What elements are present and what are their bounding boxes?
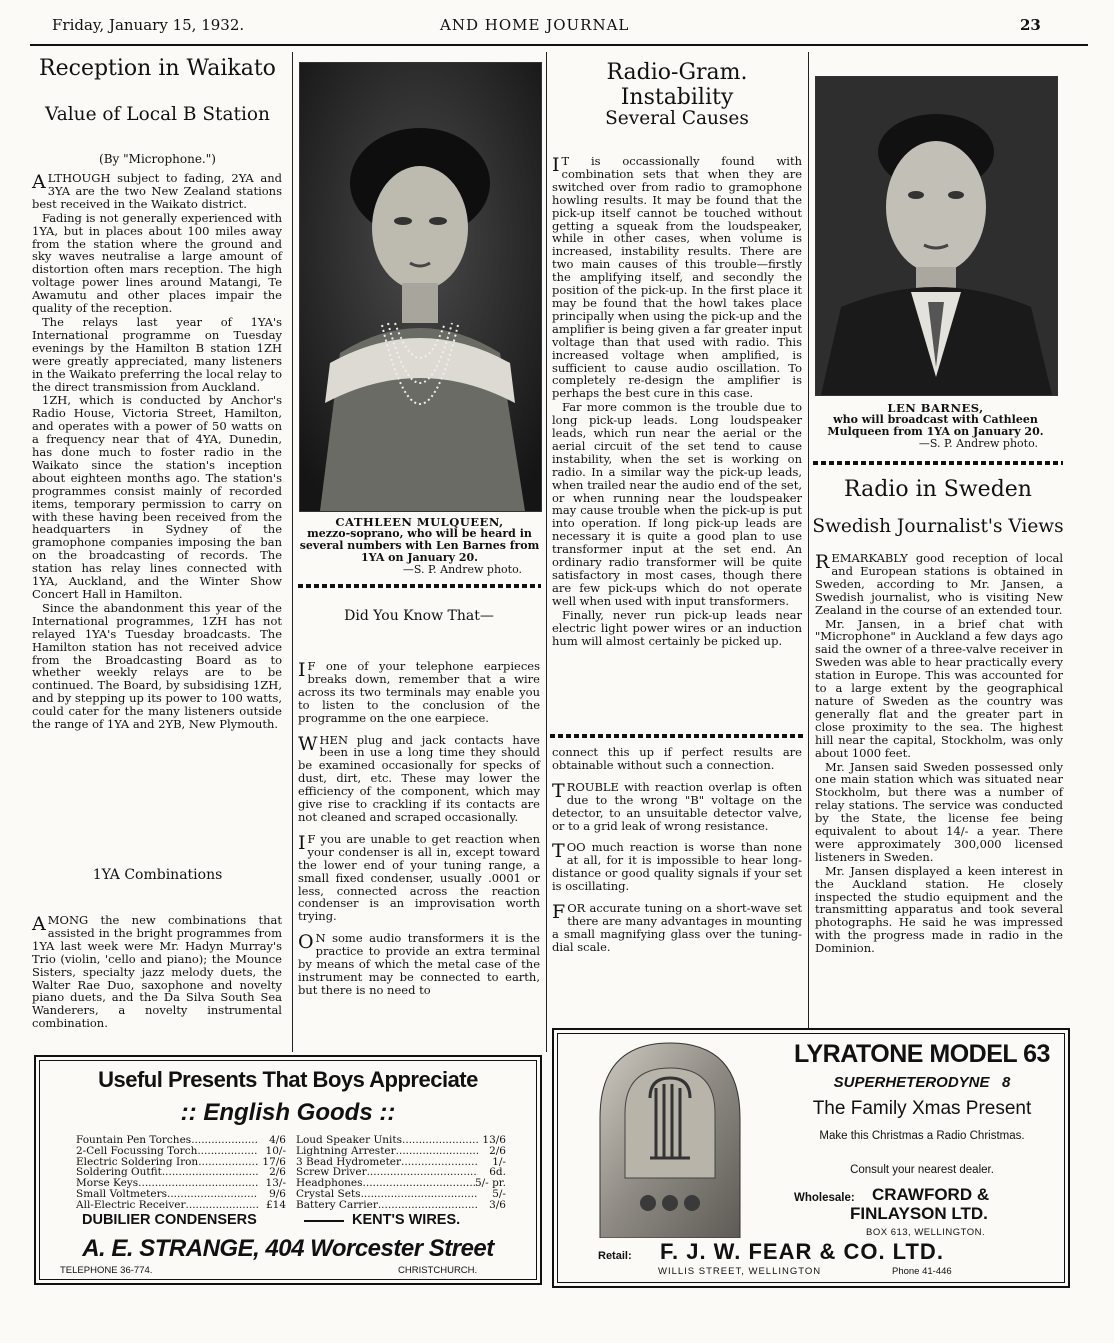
ad-slogan: The Family Xmas Present xyxy=(812,1098,1032,1119)
ad-subhead: :: English Goods :: xyxy=(180,1099,396,1126)
drop-cap: A xyxy=(32,171,46,193)
article-byline: (By "Microphone.") xyxy=(99,152,216,166)
journal-title: AND HOME JOURNAL xyxy=(440,16,630,34)
ad-wholesale-firm-b: FINLAYSON LTD. xyxy=(850,1204,988,1223)
page-header xyxy=(0,0,1114,48)
ad-line2: Consult your nearest dealer. xyxy=(850,1164,994,1176)
ad-retail-firm: F. J. W. FEAR & CO. LTD. xyxy=(660,1239,944,1264)
ad-brand-dubilier: DUBILIER CONDENSERS xyxy=(82,1212,257,1228)
caption-name: CATHLEEN MULQUEEN, xyxy=(335,515,504,529)
price-row: Soldering Outfit ..... 2/6 xyxy=(76,1167,286,1178)
drop-cap: I xyxy=(552,154,560,176)
paragraph: Since the abandonment this year of the International programmes, 1ZH has not relayed 1YA's Tuesday broadcasts. The Hamilton station has not received advice from the Broadcasting Board as to whether weekly relays are to be continued. The Board, by subsidising 1ZH, and by stepping up its power to 100 watts, could cater for the many listeners outside the range of 1YA and 2YB, New Plymouth. xyxy=(32,600,282,732)
section-head-combinations: 1YA Combinations xyxy=(92,867,223,883)
article-body-waikato xyxy=(32,172,282,732)
price-row: All-Electric Receiver ..... £14 xyxy=(76,1200,286,1211)
page-number: 23 xyxy=(1020,16,1041,34)
tip-text: N some audio transformers it is the practice to provide an extra terminal by means of which the metal case of the instrument may be connected to earth, but there is no need to xyxy=(298,931,540,997)
radio-cabinet-illustration xyxy=(590,1038,750,1238)
portrait-photo-mulqueen xyxy=(299,62,542,512)
ad-wholesale-address: BOX 613, WELLINGTON. xyxy=(866,1227,986,1238)
tip-text: F you are unable to get reaction when your condenser is all in, except toward the lower end of your tuning range, a small fixed condenser, usually .0001 or less, connected across the reaction condenser is an improvisation worth trying. xyxy=(298,831,540,924)
paragraph: LTHOUGH subject to fading, 2YA and 3YA are the two New Zealand stations best received in the Waikato district. xyxy=(32,171,282,211)
drop-cap: I xyxy=(298,831,306,854)
paragraph: 1ZH, which is conducted by Anchor's Radio House, Victoria Street, Hamilton, and operates with a power of 50 watts on a frequency near that of 4YA, Dunedin, has done much to foster radio in the Waikato since the station's inception about eighteen months ago. The station's programmes consist mainly of recorded items, temporary permission to carry on with these having been received from the headquarters in Sydney of the gramophone companies imposing the ban on the broadcasting of records. The station has relay lines connected with 1YA, Auckland, and the Winter Show Concert Hall in Hamilton. xyxy=(32,393,282,601)
portrait-image xyxy=(300,63,541,511)
ad-firm-name: A. E. STRANGE, 404 Worcester Street xyxy=(82,1235,494,1262)
tip-text: OO much reaction is worse than none at all, for it is impossible to hear long-distance or good quality signals if your set is oscillating. xyxy=(552,840,802,894)
drop-cap: T xyxy=(552,779,565,802)
drop-cap: A xyxy=(32,913,46,935)
portrait-photo-barnes xyxy=(815,76,1058,396)
drop-cap: R xyxy=(815,551,830,573)
article-title-waikato: Reception in Waikato xyxy=(39,56,276,81)
ad-brand-kents: KENT'S WIRES. xyxy=(352,1212,461,1228)
article-title-radiogram: Radio-Gram. Instability xyxy=(606,60,748,110)
price-row: 2-Cell Focussing Torch ..... 10/- xyxy=(76,1146,286,1157)
article-body-radiogram xyxy=(552,155,802,648)
paragraph: Finally, never run pick-up leads near electric light power wires or an induction hum will almost certainly be picked up. xyxy=(552,607,802,648)
paragraph: The relays last year of 1YA's International programme on Tuesday evenings by the Hamilton B station 1ZH were greatly appreciated, many listeners in the Waikato preferring the local relay to the direct transmission from Auckland. xyxy=(32,314,282,394)
price-row: 3 Bead Hydrometer ..... 1/- xyxy=(296,1157,506,1168)
ad-wholesale-firm-a: CRAWFORD & xyxy=(872,1185,990,1204)
paragraph: Mr. Jansen said Sweden possessed only one main station which was situated near Stockholm, but there was a number of relay stations. The service was conducted by the State, the license fee being equivalent to about 14/- a year. There were approximately 300,000 licensed listeners in Sweden. xyxy=(815,759,1063,864)
set-type-text: SUPERHETERODYNE xyxy=(833,1074,990,1091)
article-title-sweden: Radio in Sweden xyxy=(844,477,1032,502)
photo-caption-barnes xyxy=(815,402,1056,450)
price-row: Lightning Arrester ..... 2/6 xyxy=(296,1146,506,1157)
price-list-left xyxy=(76,1135,286,1211)
paragraph: Fading is not generally experienced with 1YA, but in places about 100 miles away from the station where the ground and sky waves neutralise a large amount of distortion often mars reception. The high voltage power lines around Matangi, Te Awamutu and other places impair the quality of the reception. xyxy=(32,210,282,316)
column-rule-1 xyxy=(292,52,293,1052)
advertisement-strange xyxy=(34,1055,542,1285)
dash xyxy=(304,1220,344,1222)
price-row: Loud Speaker Units ..... 13/6 xyxy=(296,1135,506,1146)
paragraph: MONG the new combinations that assisted in the bright programmes from 1YA last week were Mr. Hadyn Murray's Trio (violin, 'cello and piano); the Mounce Sisters, specialty jazz melody duets, the Walter Rae Duo, saxophone and novelty piano duets, and the Da Silva South Sea Wanderers, a novelty instrumental combination. xyxy=(32,913,282,1031)
dotted-rule xyxy=(813,461,1063,465)
price-list-right xyxy=(296,1135,506,1211)
ad-retail-label: Retail: xyxy=(598,1250,632,1262)
ad-wholesale-label: Wholesale: xyxy=(794,1192,855,1204)
combinations-body xyxy=(32,914,282,1031)
section-head-didyouknow: Did You Know That— xyxy=(344,608,494,624)
valve-count: 8 xyxy=(1002,1074,1011,1091)
photo-caption-mulqueen xyxy=(299,516,540,576)
caption-name: LEN BARNES, xyxy=(887,401,984,415)
price-row: Screw Driver ..... 6d. xyxy=(296,1167,506,1178)
ad-headline: Useful Presents That Boys Appreciate xyxy=(98,1067,478,1092)
price-row: Crystal Sets ..... 5/- xyxy=(296,1189,506,1200)
column-rule-3 xyxy=(808,52,809,1052)
tip-text: ROUBLE with reaction overlap is often due to the wrong "B" voltage on the detector, to an unsuitable detector valve, or to a grid leak of wrong resistance. xyxy=(552,779,802,833)
dotted-rule xyxy=(298,584,541,588)
paragraph: EMARKABLY good reception of local and European stations is obtained in Sweden, according to Mr. Jansen, a Swedish journalist, who is visiting New Zealand in the course of an extended tour. xyxy=(815,551,1063,617)
paragraph: Mr. Jansen, in a brief chat with "Microphone" in Auckland a few days ago said the owner of a three-valve receiver in Sweden was able to hear practically every station in Europe. This was accounted for to a large extent by the geographical nature of Sweden as the country was generally flat and the greater part in close proximity to the sea. The highest hill near the capital, Stockholm, was only about 1000 feet. xyxy=(815,616,1063,760)
column-rule-2 xyxy=(546,52,547,1052)
tip-text: F one of your telephone earpieces breaks down, remember that a wire across its two terminals may enable you to listen to the conclusion of the programme on the one earpiece. xyxy=(298,659,540,725)
caption-desc: who will broadcast with Cathleen Mulqueen from 1YA on January 20. xyxy=(827,413,1044,438)
price-row: Headphones ..... 5/- pr. xyxy=(296,1178,506,1189)
portrait-image xyxy=(816,77,1057,395)
article-subtitle-waikato: Value of Local B Station xyxy=(45,104,270,125)
price-row: Battery Carrier ..... 3/6 xyxy=(296,1200,506,1211)
ad-set-type xyxy=(786,1074,1058,1091)
paragraph: Far more common is the trouble due to long pick-up leads. Long loudspeaker leads, which run near the aerial or the aerial circuit of the set tend to cause instability, when the set is working on radio. In a similar way the pick-up leads, when trailed near the audio end of the set, or when running near the loudspeaker may cause trouble when the pick-up is put into operation. If long pick-up leads are necessary it is quite a good plan to use transformer input at the set end. An ordinary radio transformer will be quite satisfactory in most cases, though there are few pick-ups which do not operate well when used with input transformers. xyxy=(552,400,802,608)
ad-city: CHRISTCHURCH. xyxy=(398,1265,478,1276)
didyouknow-list-a xyxy=(298,660,540,998)
ad-line1: Make this Christmas a Radio Christmas. xyxy=(819,1130,1025,1142)
drop-cap: I xyxy=(298,659,306,681)
article-body-sweden xyxy=(815,552,1063,956)
tip-continued: connect this up if perfect results are obtainable without such a connection. xyxy=(552,745,802,772)
tip-text: OR accurate tuning on a short-wave set there are many advantages in mounting a small magnifying glass over the tuning-dial scale. xyxy=(552,901,802,954)
drop-cap: F xyxy=(552,901,566,924)
ad-model-name: LYRATONE MODEL 63 xyxy=(794,1040,1050,1068)
price-row: Small Voltmeters ..... 9/6 xyxy=(76,1189,286,1200)
price-row: Fountain Pen Torches ..... 4/6 xyxy=(76,1135,286,1146)
caption-credit: —S. P. Andrew photo. xyxy=(918,437,1038,450)
caption-credit: —S. P. Andrew photo. xyxy=(402,563,522,576)
ad-retail-address: WILLIS STREET, WELLINGTON xyxy=(658,1266,822,1277)
tip-text: HEN plug and jack contacts have been in use a long time they should be examined occasionally for specks of dust, dirt, etc. These may lower the efficiency of the component, which may give rise to crackling if its contacts are not cleaned and scraped occasionally. xyxy=(298,732,540,824)
drop-cap: T xyxy=(552,840,565,863)
didyouknow-list-b xyxy=(552,746,802,955)
price-row: Electric Soldering Iron ..... 17/6 xyxy=(76,1157,286,1168)
dotted-rule xyxy=(550,734,804,738)
paragraph: Mr. Jansen displayed a keen interest in the Auckland station. He closely inspected the studio equipment and the transmitting apparatus and took several photographs. He said he was impressed with the progress made in radio in the Dominion. xyxy=(815,863,1063,956)
header-rule xyxy=(30,44,1088,46)
ad-telephone: TELEPHONE 36-774. xyxy=(60,1265,153,1276)
caption-desc: mezzo-soprano, who will be heard in several numbers with Len Barnes from 1YA on January 20. xyxy=(299,527,540,564)
price-row: Morse Keys ..... 13/- xyxy=(76,1178,286,1189)
drop-cap: O xyxy=(298,931,314,954)
article-subtitle-sweden: Swedish Journalist's Views xyxy=(812,516,1064,537)
ad-retail-phone: Phone 41-446 xyxy=(892,1266,952,1277)
drop-cap: W xyxy=(298,732,318,755)
issue-date: Friday, January 15, 1932. xyxy=(52,16,245,34)
paragraph: T is occassionally found with combination sets that when they are switched over from radio to gramophone howling results. It may be found that the pick-up itself cannot be touched without getting a squeak from the loudspeaker, while in other cases, when volume is increased, instability results. There are two main causes of this trouble—firstly the amplifying itself, and secondly the position of the pick-up. In the first place it may be found that the howl takes place principally when using the pick-up and the amplifier is being given a far greater input voltage than that used with radio. This increased voltage when amplified, is sufficient to cause audio oscillation. To completely re-design the amplifier is perhaps the best cure in this case. xyxy=(552,154,802,401)
advertisement-lyratone xyxy=(552,1028,1070,1288)
article-subtitle-radiogram: Several Causes xyxy=(605,108,749,129)
